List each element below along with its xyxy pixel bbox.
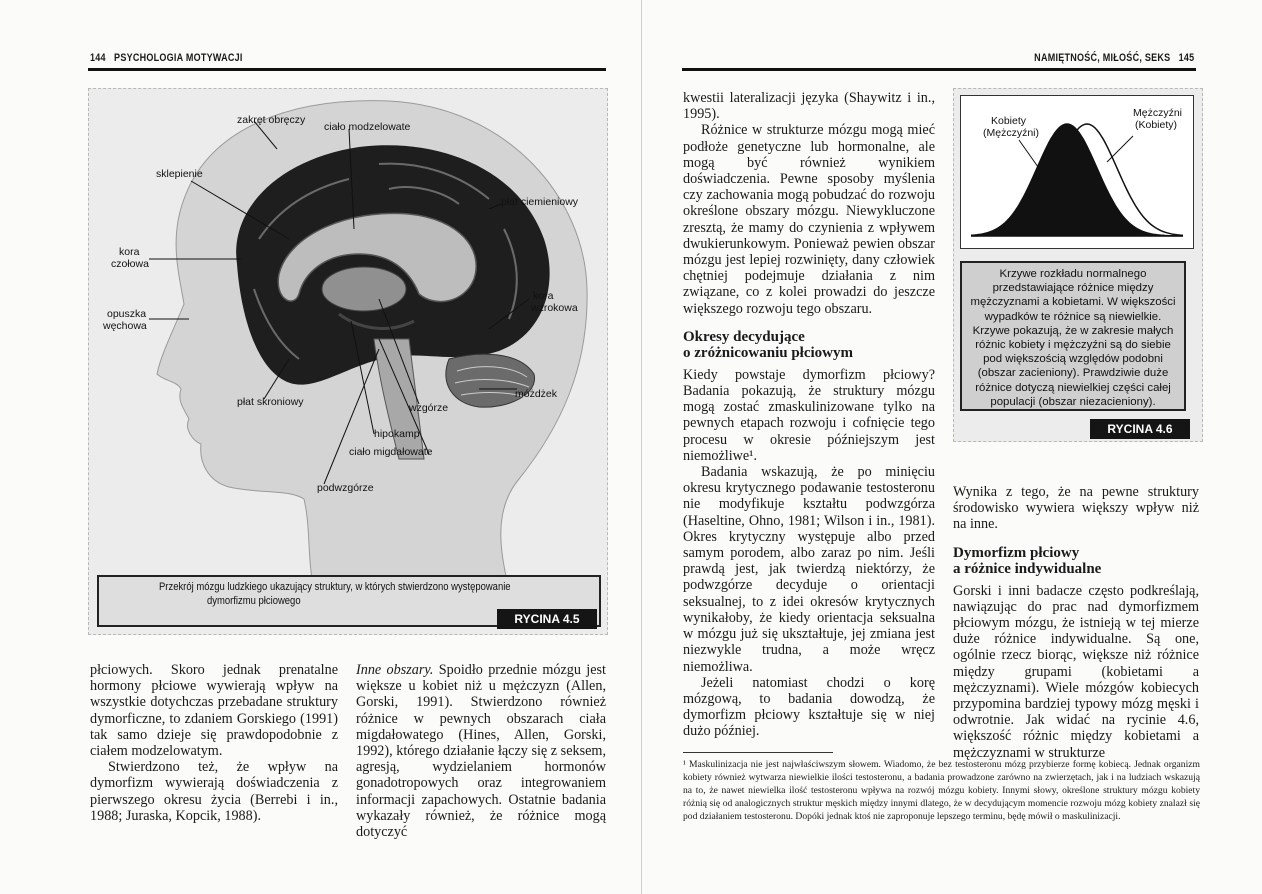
figure-brain bbox=[88, 88, 608, 635]
right-column-2 bbox=[953, 484, 1199, 761]
label-visual-cortex-2: wzrokowa bbox=[531, 302, 578, 314]
curve-label-women-2: (Mężczyźni) bbox=[983, 127, 1040, 139]
label-olfactory-bulb-1: opuszka bbox=[107, 308, 147, 320]
curve-label-women-1: Kobiety bbox=[991, 115, 1027, 127]
men-leader bbox=[1107, 136, 1133, 162]
women-leader bbox=[1019, 140, 1043, 174]
curve-label-men-1: Mężczyźni bbox=[1133, 107, 1183, 119]
left-col2-italic-heading: Inne obszary. bbox=[356, 662, 434, 678]
label-parietal-lobe: płat ciemieniowy bbox=[501, 196, 579, 208]
right-col1-para4: Badania wskazują, że po minięciu okresu krytycznego podawanie testosteronu nie modyfikuje kształtu podwzgórza (Haseltine, Ohno, 1981; Wilson i in., 1981). Okres krytyczny występuje albo przed samym porodem, albo zaraz po nim. Jeśli prawdą jest, jak twierdzą niektórzy, że podwzgórze decyduje o orientacji seksualnej, to z idei okresów krytycznych wynikałoby, że kiedy orientacja seksualna w mózgu już się ukształtuje, jej zmiana jest niezwykle trudna, a może wręcz niemożliwa. bbox=[683, 464, 935, 675]
label-visual-cortex-1: kora bbox=[533, 290, 554, 302]
right-running-title: NAMIĘTNOŚĆ, MIŁOŚĆ, SEKS bbox=[1033, 52, 1170, 64]
right-heading1-line1: Okresy decydujące bbox=[683, 328, 805, 345]
label-olfactory-bulb-2: węchowa bbox=[103, 320, 147, 332]
left-page-number: 144 bbox=[90, 52, 106, 64]
footnote-text: ¹ Maskulinizacja nie jest najwłaściwszym słowem. Wiadomo, że bez testosteronu mózg przybierze formę kobiecą. Jednak organizm kobiety również wytwarza niewielkie ilości testosteronu, a badania prowadzone zarówno na zwierzętach, jak i na ludziach wskazują na to, że nawet niewielka ilość testosteronu wpływa na rozwój mózgu kobiety. Innymi słowy, określone struktury mózgu kobiety różnią się od analogicznych struktur męskich między innymi dlatego, że w decydującym momencie rozwoju mózg kobiety znalazł się pod działaniem testosteronu. Dopóki jednak ktoś nie zaproponuje lepszego terminu, będę mówił o maskulinizacji. bbox=[683, 759, 1200, 822]
figure-normal-curves bbox=[953, 88, 1203, 442]
right-col1-para2: Różnice w strukturze mózgu mogą mieć podłoże genetyczne lub hormonalne, ale mogą być również wynikiem doświadczenia. Pewne sposoby myślenia czy zachowania mogą pobudzać do rozwoju określone obszary mózgu. Niewykluczone zresztą, że mamy do czynienia z wpływem dwukierunkowym. Ponieważ pewien obszar mózgu jest lepiej rozwinięty, dany człowiek chętniej podejmuje działania z nim związane, co z kolei prowadzi do jeszcze większego rozwoju tego obszaru. bbox=[683, 122, 935, 317]
right-section-heading-1 bbox=[683, 329, 935, 361]
figure-4-5-tag: RYCINA 4.5 bbox=[497, 609, 597, 629]
right-col1-para5: Jeżeli natomiast chodzi o korę mózgową, to badania dowodzą, że dymorfizm płciowy kształtuje się w niej dużo później. bbox=[683, 674, 935, 740]
right-col1-para1: kwestii lateralizacji języka (Shaywitz i in., 1995). bbox=[683, 90, 935, 123]
right-running-head bbox=[1034, 52, 1194, 64]
label-corpus-callosum: ciało modzelowate bbox=[324, 121, 411, 133]
left-running-head bbox=[90, 52, 243, 64]
left-col2-para1: Spoidło przednie mózgu jest większe u kobiet niż u mężczyzn (Allen, Gorski, 1991). Stwierdzono również różnice w pewnych obszarach ciała migdałowatego (Hines, Allen, Gorski, 1992), którego działanie łączy się z seksem, agresją, wydzielaniem hormonów gonadotropowych oraz integrowaniem informacji zapachowych. Ostatnie badania wykazały również, że różnice mogą dotyczyć bbox=[356, 662, 606, 841]
left-column-2 bbox=[356, 662, 606, 840]
curve-label-men-2: (Kobiety) bbox=[1135, 119, 1178, 131]
footnote bbox=[683, 758, 1200, 823]
left-col1-para1: płciowych. Skoro jednak prenatalne hormony płciowe wywierają wpływ na wszystkie dotychczas przebadane struktury dymorficzne, to zdaniem Gorskiego (1991) tak samo dzieje się prawdopodobnie z ciałem modzelowatym. bbox=[90, 662, 338, 760]
left-header-rule bbox=[88, 68, 606, 71]
left-running-title: PSYCHOLOGIA MOTYWACJI bbox=[114, 52, 243, 64]
label-hypothalamus: podwzgórze bbox=[317, 482, 374, 494]
footnote-rule bbox=[683, 752, 833, 753]
figure-4-5-caption-line2: dymorfizmu płciowego bbox=[207, 595, 301, 607]
figure-4-5-caption-line1: Przekrój mózgu ludzkiego ukazujący struktury, w których stwierdzono występowanie bbox=[159, 581, 511, 593]
figure-4-6-tag: RYCINA 4.6 bbox=[1090, 419, 1190, 439]
right-col2-para2: Gorski i inni badacze często podkreślają, nawiązując do prac nad dymorfizmem płciowym mózgu, że istnieją w tej mierze duże różnice indywidualne. Są one, ogólnie rzecz biorąc, większe niż różnice między grupami (kobietami a mężczyznami). Wiele mózgów kobiecych przypomina bardziej typowy mózg męski i odwrotnie. Jak widać na rycinie 4.6, większość różnic między kobietami a mężczyznami w strukturze bbox=[953, 582, 1199, 761]
right-heading2-line1: Dymorfizm płciowy bbox=[953, 544, 1080, 561]
right-section-heading-2 bbox=[953, 545, 1199, 577]
page-gutter bbox=[641, 0, 642, 894]
left-column-1 bbox=[90, 662, 338, 824]
label-fornix: sklepienie bbox=[156, 168, 203, 180]
figure-4-6-caption: Krzywe rozkładu normalnego przedstawiające różnice między mężczyznami a kobietami. W większości wypadków te różnice są niewielkie. Krzywe pokazują, że w zakresie małych różnic kobiety i mężczyźni są do siebie pod większością względów podobni (obszar zacieniony). Prawdziwie duże różnice dotyczą niewielkiej części całej populacji (obszar niezacieniony). bbox=[970, 268, 1176, 408]
right-page-number: 145 bbox=[1178, 52, 1194, 64]
right-heading2-line2: a różnice indywidualne bbox=[953, 560, 1102, 577]
left-col1-para2: Stwierdzono też, że wpływ na dymorfizm wywierają doświadczenia z pierwszego okresu życia (Berrebi i in., 1988; Juraska, Kopcik, 1988). bbox=[90, 759, 338, 824]
label-cerebellum: móżdżek bbox=[515, 388, 558, 400]
label-hippocampus: hipokamp bbox=[374, 428, 420, 440]
right-col1-para3: Kiedy powstaje dymorfizm płciowy? Badania pokazują, że struktury mózgu mogą zostać zmaskulinizowane tylko na pewnych etapach rozwoju i cofnięcie tego procesu w okresie późniejszym jest niemożliwe¹. bbox=[683, 366, 935, 464]
right-col2-para1: Wynika z tego, że na pewne struktury środowisko wywiera większy wpływ niż na inne. bbox=[953, 484, 1199, 533]
label-thalamus: wzgórze bbox=[409, 402, 449, 414]
right-heading1-line2: o zróżnicowaniu płciowym bbox=[683, 344, 853, 361]
curves-panel bbox=[960, 95, 1194, 249]
right-column-1 bbox=[683, 90, 935, 740]
label-amygdala: ciało migdałowate bbox=[349, 446, 433, 458]
women-curve bbox=[971, 124, 1183, 236]
right-header-rule bbox=[682, 68, 1196, 71]
thalamus bbox=[322, 267, 406, 311]
figure-4-6-caption-box bbox=[960, 261, 1186, 411]
label-temporal-lobe: płat skroniowy bbox=[237, 396, 304, 408]
label-frontal-cortex-1: kora bbox=[119, 246, 140, 258]
label-frontal-cortex-2: czołowa bbox=[111, 258, 149, 270]
label-cingulate-gyrus: zakręt obręczy bbox=[237, 114, 306, 126]
